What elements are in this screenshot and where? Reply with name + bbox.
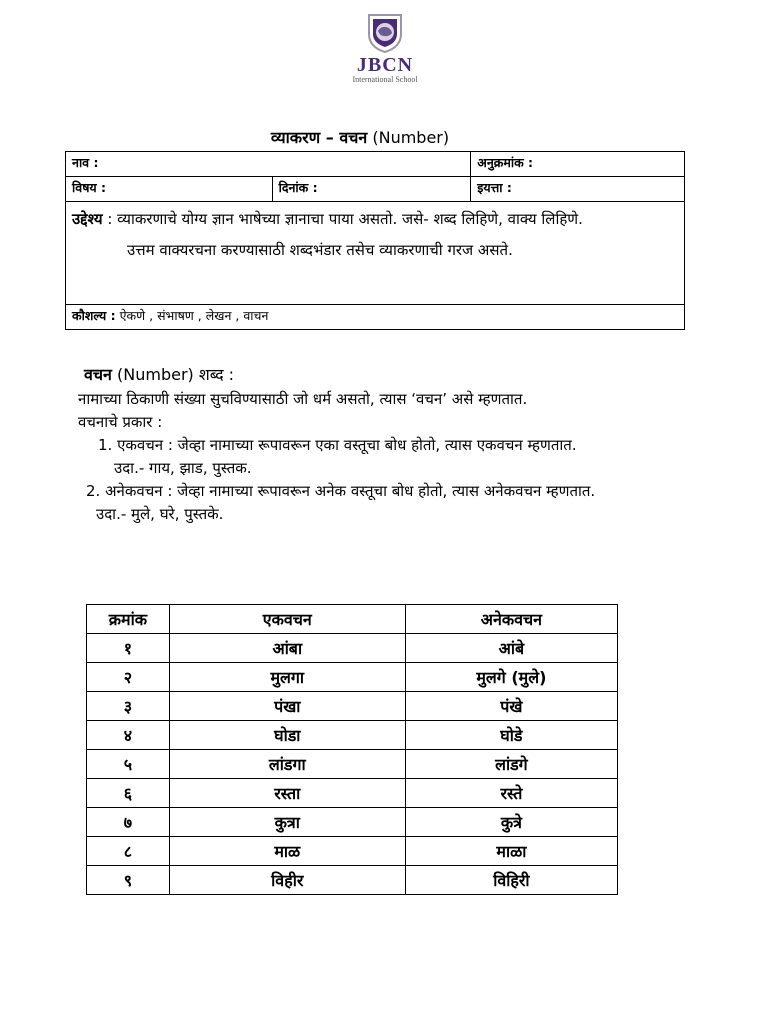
plural-cell: विहिरी <box>405 866 617 895</box>
plural-cell: मुलगे (मुले) <box>405 663 617 692</box>
objective-line2: उत्तम वाक्यरचना करण्यासाठी शब्दभंडार तसेच व्याकरणाची गरज असते. <box>127 241 513 259</box>
objective-label: उद्देश्य <box>72 210 103 228</box>
singular-cell: पंखा <box>169 692 405 721</box>
table-row <box>87 808 618 837</box>
singular-cell: मुलगा <box>169 663 405 692</box>
example-singular: उदा.- गाय, झाड, पुस्तक. <box>114 459 252 477</box>
plural-cell: कुत्रे <box>405 808 617 837</box>
name-cell[interactable] <box>66 152 471 177</box>
class-cell[interactable] <box>471 177 685 202</box>
plural-cell: आंबे <box>405 634 617 663</box>
plural-cell: रस्ते <box>405 779 617 808</box>
objective-cell <box>66 202 685 305</box>
singular-cell: कुत्रा <box>169 808 405 837</box>
serial-cell: ८ <box>87 837 170 866</box>
serial-cell: ३ <box>87 692 170 721</box>
table-row <box>87 692 618 721</box>
table-header-row <box>87 605 618 634</box>
header-singular: एकवचन <box>169 605 405 634</box>
table-row <box>87 866 618 895</box>
heading-bold: वचन <box>84 365 112 384</box>
table-row <box>87 721 618 750</box>
skills-cell <box>66 305 685 330</box>
logo-subtitle: International School <box>352 75 418 84</box>
definition-text: नामाच्या ठिकाणी संख्या सुचविण्यासाठी जो धर्म असतो, त्यास ‘वचन’ असे म्हणतात. <box>78 390 528 408</box>
table-row <box>87 663 618 692</box>
date-label: दिनांक : <box>278 180 318 195</box>
serial-cell: ४ <box>87 721 170 750</box>
types-label: वचनाचे प्रकार : <box>78 413 163 431</box>
logo-name: JBCN <box>356 54 414 76</box>
shield-icon <box>365 12 405 54</box>
example-plural: उदा.- मुले, घरे, पुस्तके. <box>96 505 224 523</box>
date-cell[interactable] <box>272 177 471 202</box>
serial-cell: २ <box>87 663 170 692</box>
objective-text: : व्याकरणाचे योग्य ज्ञान भाषेच्या ज्ञानाचा पाया असतो. जसे- शब्द लिहिणे, वाक्य लिहिणे. <box>102 210 583 228</box>
serial-cell: ६ <box>87 779 170 808</box>
list-item-plural: 2. अनेकवचन : जेव्हा नामाच्या रूपावरून अनेक वस्तूचा बोध होतो, त्यास अनेकवचन म्हणतात. <box>86 482 596 500</box>
name-label: नाव : <box>72 155 99 170</box>
list-item-singular: 1. एकवचन : जेव्हा नामाच्या रूपावरून एका वस्तूचा बोध होतो, त्यास एकवचन म्हणतात. <box>98 436 577 454</box>
singular-cell: आंबा <box>169 634 405 663</box>
student-info-table <box>65 151 685 330</box>
subject-cell[interactable] <box>66 177 273 202</box>
page-title <box>0 126 720 148</box>
section-heading <box>84 362 684 388</box>
singular-cell: घोडा <box>169 721 405 750</box>
table-row <box>87 837 618 866</box>
title-bold: व्याकरण – वचन <box>270 128 368 147</box>
plural-cell: लांडगे <box>405 750 617 779</box>
singular-cell: लांडगा <box>169 750 405 779</box>
roll-cell[interactable] <box>471 152 685 177</box>
skills-label: कौशल्य : <box>72 308 116 323</box>
plural-cell: माळा <box>405 837 617 866</box>
header-serial: क्रमांक <box>87 605 170 634</box>
subject-label: विषय : <box>72 180 107 195</box>
lesson-content <box>78 362 684 526</box>
plural-cell: घोडे <box>405 721 617 750</box>
table-row <box>87 779 618 808</box>
table-row <box>87 750 618 779</box>
singular-cell: रस्ता <box>169 779 405 808</box>
singular-plural-table <box>86 604 618 895</box>
title-rest: (Number) <box>367 128 450 147</box>
serial-cell: ५ <box>87 750 170 779</box>
header-plural: अनेकवचन <box>405 605 617 634</box>
singular-cell: माळ <box>169 837 405 866</box>
singular-cell: विहीर <box>169 866 405 895</box>
serial-cell: ९ <box>87 866 170 895</box>
skills-text: ऐकणे , संभाषण , लेखन , वाचन <box>115 308 269 323</box>
heading-rest: (Number) शब्द : <box>111 365 235 384</box>
serial-cell: ७ <box>87 808 170 837</box>
class-label: इयत्ता : <box>477 180 512 195</box>
roll-label: अनुक्रमांक : <box>477 155 534 170</box>
school-logo <box>330 12 440 85</box>
plural-cell: पंखे <box>405 692 617 721</box>
serial-cell: १ <box>87 634 170 663</box>
table-row <box>87 634 618 663</box>
